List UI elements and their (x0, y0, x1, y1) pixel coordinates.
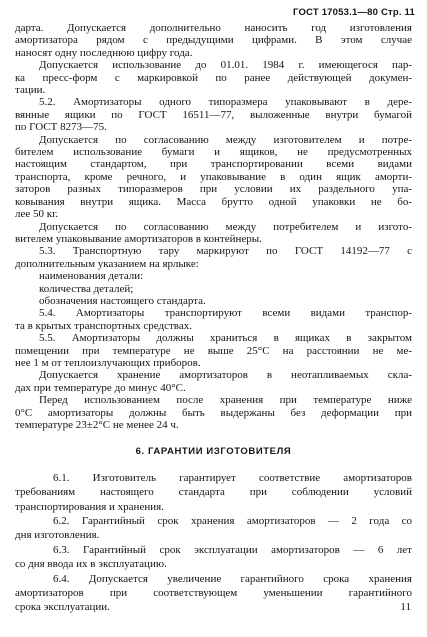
text-line: температуре 23±2°С не менее 24 ч. (15, 419, 179, 431)
list-item: количества деталей; (39, 282, 134, 295)
text-line: 5.2. Амортизаторы одного типоразмера упаковывают в дере- (39, 96, 412, 109)
text-line: 6.1. Изготовитель гарантирует соответствие амортизаторов (53, 471, 412, 484)
text-line: Допускается использование до 01.01. 1984 г. имеющегося пар- (39, 59, 412, 72)
text-line: наносят одну последнюю цифру года. (15, 46, 193, 59)
section-5-text (15, 22, 412, 431)
text-line: 5.4. Амортизаторы транспортируют всеми видами транспор- (39, 307, 412, 320)
text-line: 0°С амортизаторы должны быть выдержаны без деформации при (15, 406, 412, 419)
text-line: бителем использование бумаги и ящиков, не предусмотренных (15, 146, 412, 159)
text-line: транспортирования и хранения. (15, 500, 164, 513)
text-line: амортизаторов при соответствующем уменьшении гарантийного (15, 587, 412, 600)
text-line: амортизатора рядом с предыдущими цифрами. В этом случае (15, 34, 412, 47)
text-line: Допускается хранение амортизаторов в неотапливаемых скла- (39, 369, 412, 382)
text-line: настоящим стандартом, при транспортировании всеми видами (15, 158, 412, 171)
text-line: со дня ввода их в эксплуатацию. (15, 558, 167, 571)
text-line: заторов разных типоразмеров при условии их раздельного упа- (15, 183, 412, 196)
text-line: дах при температуре до минус 40°С. (15, 381, 186, 394)
document-body (15, 22, 412, 615)
text-line: Допускается по согласованию между изготовителем и потре- (39, 133, 412, 146)
text-line: та в крытых транспортных средствах. (15, 319, 192, 332)
list-item: обозначения настоящего стандарта. (39, 294, 206, 307)
page-number: 11 (400, 601, 411, 613)
text-line: лее 50 кг. (15, 208, 59, 221)
text-line: ковывания внутри ящика. Масса брутто одной упаковки не бо- (15, 195, 412, 208)
page-header: ГОСТ 17053.1—80 Стр. 11 (292, 7, 415, 18)
text-line: 6.4. Допускается увеличение гарантийного срока хранения (53, 572, 412, 585)
text-line: ка пресс-форм с маркировкой по ранее действующей докумен- (15, 71, 412, 84)
text-line: 5.5. Амортизаторы должны храниться в ящиках в закрытом (39, 332, 412, 345)
text-line: по ГОСТ 8273—75. (15, 121, 107, 134)
text-line: дарта. Допускается дополнительно наносить год изготовления (15, 22, 412, 34)
text-line: 6.3. Гарантийный срок эксплуатации амортизаторов — 6 лет (53, 543, 412, 556)
text-line: 5.3. Транспортную тару маркируют по ГОСТ 14192—77 с (39, 245, 412, 258)
text-line: нее 1 м от теплоизлучающих приборов. (15, 356, 201, 369)
text-line: транспорта, кроме речного, и упаковывание в один ящик аморти- (15, 170, 412, 183)
list-item: наименования детали: (39, 270, 144, 283)
text-line: тации. (15, 84, 46, 97)
text-line: Перед использованием после хранения при температуре ниже (39, 394, 412, 407)
text-line: дополнительным указанием на ярлыке: (15, 257, 199, 270)
section-title: 6. ГАРАНТИИ ИЗГОТОВИТЕЛЯ (135, 446, 292, 458)
text-line: 6.2. Гарантийный срок хранения амортизаторов — 2 года со (53, 515, 412, 528)
text-line: вянные ящики по ГОСТ 16511—77, выложенные внутри бумагой (15, 108, 412, 121)
text-line: дня изготовления. (15, 529, 100, 542)
section-6-text (15, 471, 412, 615)
text-line: Допускается по согласованию между потребителем и изгото- (39, 220, 412, 233)
text-line: вителем упаковывание амортизаторов в контейнеры. (15, 232, 262, 245)
text-line: помещении при температуре не выше 25°С на расстоянии не ме- (15, 344, 412, 357)
text-line: срока эксплуатации. (15, 601, 110, 614)
text-line: требованиям настоящего стандарта при соблюдении условий (15, 486, 412, 499)
